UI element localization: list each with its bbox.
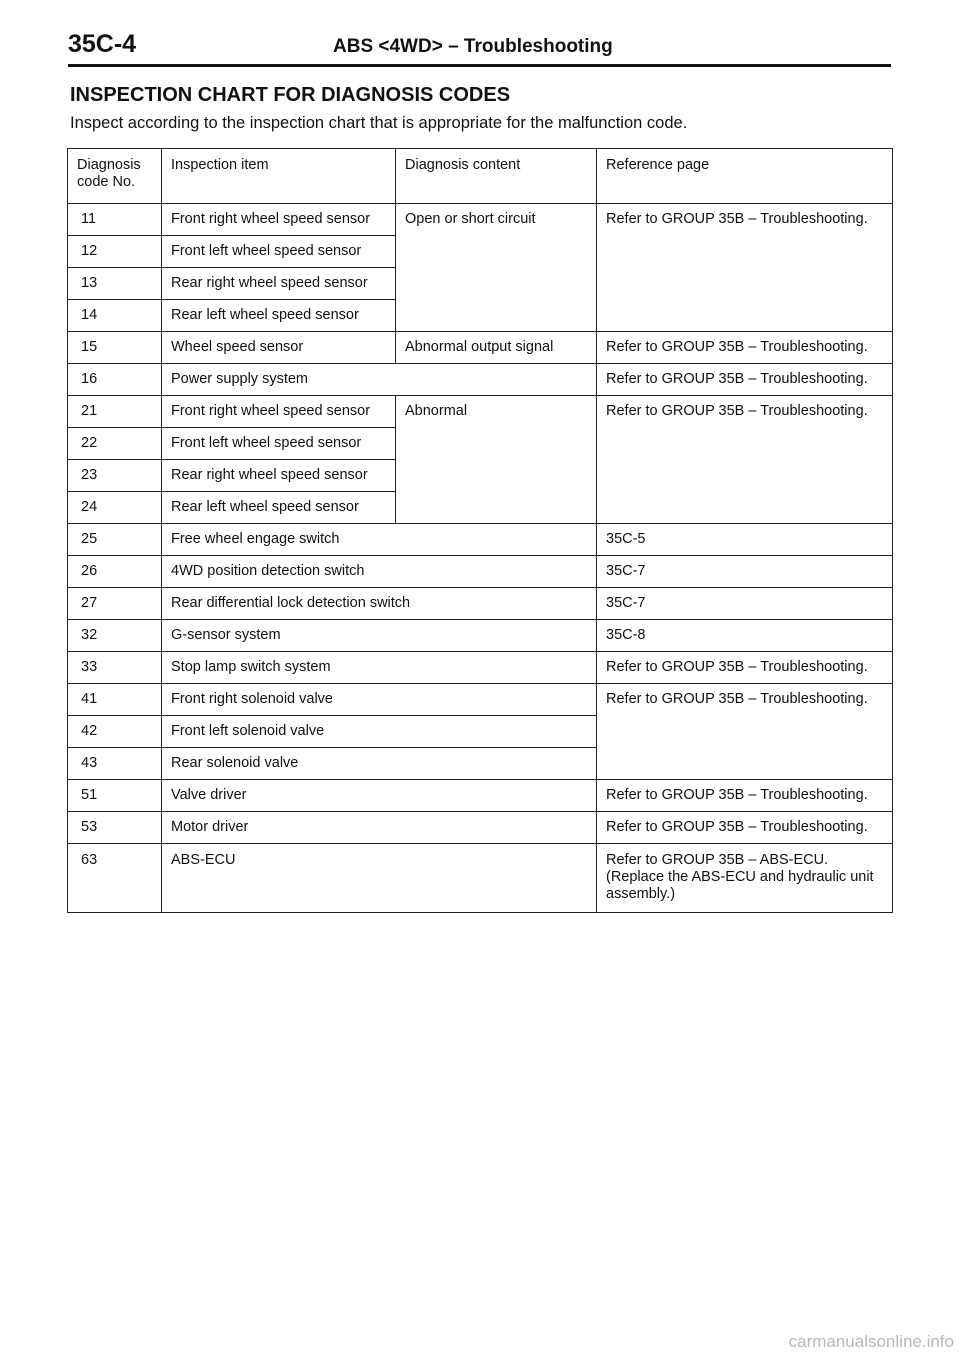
item-cell: ABS-ECU xyxy=(162,844,597,913)
item-cell: Wheel speed sensor xyxy=(162,332,396,364)
table-row xyxy=(68,780,893,812)
table-row xyxy=(68,332,893,364)
item-cell: Rear left wheel speed sensor xyxy=(162,300,396,332)
reference-cell: 35C-8 xyxy=(597,620,893,652)
reference-cell: Refer to GROUP 35B – Troubleshooting. xyxy=(597,780,893,812)
item-cell: Power supply system xyxy=(162,364,597,396)
reference-cell: 35C-5 xyxy=(597,524,893,556)
table-row xyxy=(68,524,893,556)
item-cell: Rear solenoid valve xyxy=(162,748,597,780)
reference-cell: 35C-7 xyxy=(597,588,893,620)
code-cell: 43 xyxy=(68,748,162,780)
content-cell: Open or short circuit xyxy=(396,204,597,332)
watermark-text: carmanualsonline.info xyxy=(788,1332,954,1351)
inspection-chart-table xyxy=(67,148,893,913)
header-reference: Reference page xyxy=(597,149,893,204)
table-row xyxy=(68,620,893,652)
header-item: Inspection item xyxy=(162,149,396,204)
code-cell: 33 xyxy=(68,652,162,684)
item-cell: Rear right wheel speed sensor xyxy=(162,268,396,300)
code-cell: 23 xyxy=(68,460,162,492)
code-cell: 24 xyxy=(68,492,162,524)
page-code: 35C-4 xyxy=(68,30,137,58)
item-cell: 4WD position detection switch xyxy=(162,556,597,588)
table-row xyxy=(68,364,893,396)
reference-cell: Refer to GROUP 35B – Troubleshooting. xyxy=(597,204,893,332)
item-cell: Valve driver xyxy=(162,780,597,812)
intro-text: Inspect according to the inspection chart that is appropriate for the malfunction code. xyxy=(70,114,688,132)
item-cell: Front right solenoid valve xyxy=(162,684,597,716)
table-row xyxy=(68,396,893,428)
code-cell: 26 xyxy=(68,556,162,588)
table-row xyxy=(68,556,893,588)
table-row xyxy=(68,684,893,716)
item-cell: Motor driver xyxy=(162,812,597,844)
code-cell: 53 xyxy=(68,812,162,844)
code-cell: 13 xyxy=(68,268,162,300)
item-cell: Front right wheel speed sensor xyxy=(162,204,396,236)
code-cell: 51 xyxy=(68,780,162,812)
table-row xyxy=(68,204,893,236)
page-header-title: ABS <4WD> – Troubleshooting xyxy=(333,36,613,57)
code-cell: 14 xyxy=(68,300,162,332)
code-cell: 16 xyxy=(68,364,162,396)
code-cell: 22 xyxy=(68,428,162,460)
reference-cell: Refer to GROUP 35B – Troubleshooting. xyxy=(597,396,893,524)
section-title: INSPECTION CHART FOR DIAGNOSIS CODES xyxy=(70,84,511,106)
content-cell: Abnormal xyxy=(396,396,597,524)
code-cell: 25 xyxy=(68,524,162,556)
table-header-row xyxy=(68,149,893,204)
item-cell: Front right wheel speed sensor xyxy=(162,396,396,428)
reference-cell: Refer to GROUP 35B – Troubleshooting. xyxy=(597,332,893,364)
item-cell: Rear differential lock detection switch xyxy=(162,588,597,620)
item-cell: G-sensor system xyxy=(162,620,597,652)
item-cell: Front left wheel speed sensor xyxy=(162,428,396,460)
code-cell: 21 xyxy=(68,396,162,428)
page-header xyxy=(68,30,891,67)
header-content: Diagnosis content xyxy=(396,149,597,204)
reference-cell: Refer to GROUP 35B – Troubleshooting. xyxy=(597,684,893,780)
code-cell: 32 xyxy=(68,620,162,652)
table-row xyxy=(68,588,893,620)
item-cell: Front left solenoid valve xyxy=(162,716,597,748)
item-cell: Rear right wheel speed sensor xyxy=(162,460,396,492)
code-cell: 12 xyxy=(68,236,162,268)
header-code: Diagnosis code No. xyxy=(68,149,162,204)
table-row xyxy=(68,812,893,844)
item-cell: Free wheel engage switch xyxy=(162,524,597,556)
code-cell: 11 xyxy=(68,204,162,236)
code-cell: 27 xyxy=(68,588,162,620)
item-cell: Stop lamp switch system xyxy=(162,652,597,684)
code-cell: 41 xyxy=(68,684,162,716)
reference-cell: Refer to GROUP 35B – Troubleshooting. xyxy=(597,812,893,844)
content-cell: Abnormal output signal xyxy=(396,332,597,364)
table-row xyxy=(68,844,893,913)
code-cell: 42 xyxy=(68,716,162,748)
code-cell: 15 xyxy=(68,332,162,364)
reference-cell: Refer to GROUP 35B – Troubleshooting. xyxy=(597,364,893,396)
item-cell: Rear left wheel speed sensor xyxy=(162,492,396,524)
reference-cell: 35C-7 xyxy=(597,556,893,588)
code-cell: 63 xyxy=(68,844,162,913)
item-cell: Front left wheel speed sensor xyxy=(162,236,396,268)
reference-cell: Refer to GROUP 35B – ABS-ECU. (Replace the ABS-ECU and hydraulic unit assembly.) xyxy=(597,844,893,913)
reference-cell: Refer to GROUP 35B – Troubleshooting. xyxy=(597,652,893,684)
table-row xyxy=(68,652,893,684)
